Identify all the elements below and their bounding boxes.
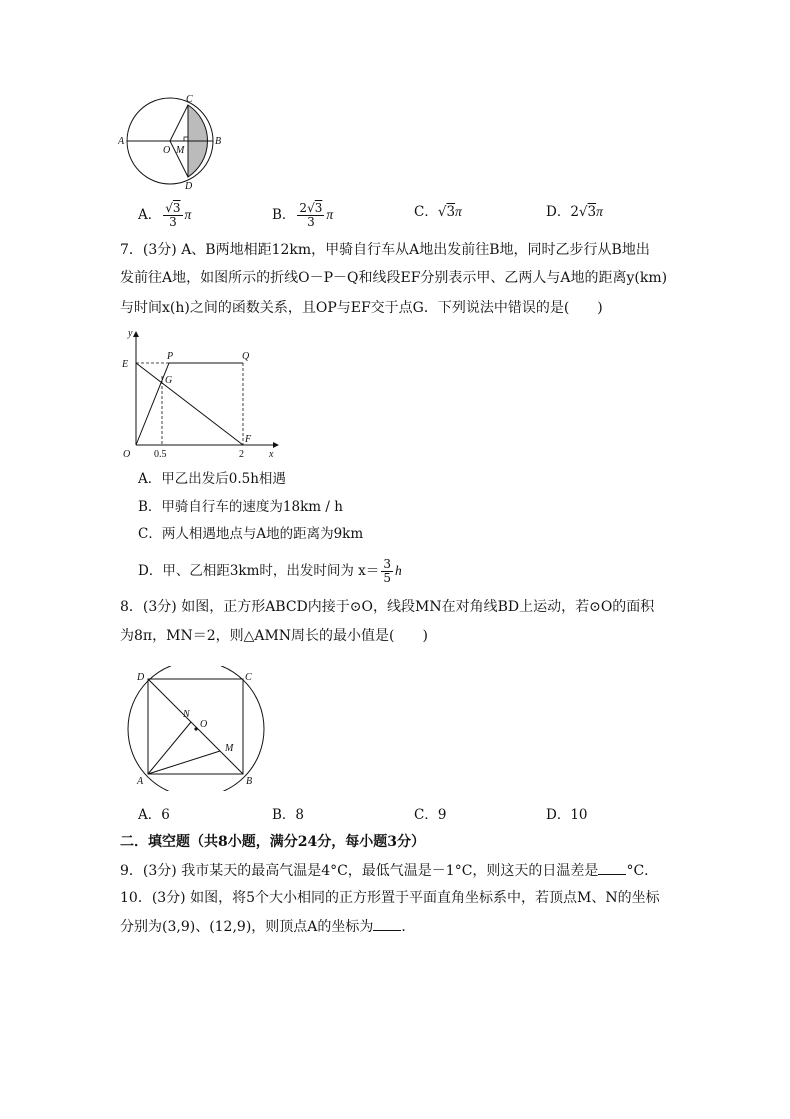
- q7-option-a: A．甲乙出发后0.5h相遇: [138, 471, 286, 487]
- q10-line-1: 10．(3分) 如图，将5个大小相同的正方形置于平面直角坐标系中，若顶点M、N的坐标: [120, 890, 660, 906]
- q6-circle-figure: [118, 92, 228, 192]
- q7-distance-time-graph: [118, 326, 283, 461]
- q7-label-E: E: [122, 359, 129, 370]
- q8-option-d: D．10: [546, 807, 588, 823]
- q7-label-O: O: [123, 449, 131, 460]
- q7-tick-0.5: 0.5: [154, 449, 167, 460]
- q6-label-A: A: [118, 136, 125, 147]
- q7-line-3: 与时间x(h)之间的函数关系，且OP与EF交于点G．下列说法中错误的是( ): [120, 300, 603, 316]
- q8-label-A: A: [137, 776, 144, 787]
- q7-line-1: 7．(3分) A、B两地相距12km，甲骑自行车从A地出发前往B地，同时乙步行从B地出: [120, 242, 650, 258]
- q7-tick-2: 2: [239, 449, 244, 460]
- q8-option-c: C．9: [414, 807, 447, 823]
- q8-line-1: 8．(3分) 如图，正方形ABCD内接于⊙O，线段MN在对角线BD上运动，若⊙O的面积: [120, 599, 655, 615]
- q7-option-c: C．两人相遇地点与A地的距离为9km: [138, 526, 364, 542]
- q6-option-b: B． $\frac{2√3}{3}$ π: [272, 201, 334, 229]
- q6-option-c: C．√3π: [414, 204, 462, 220]
- q8-option-b: B．8: [272, 807, 305, 823]
- q7-label-Q: Q: [242, 351, 250, 362]
- q7-label-P: P: [167, 351, 174, 362]
- q7-option-d: D．甲、乙相距3km时，出发时间为 x＝ $\frac{3}{5}$ h: [138, 557, 402, 585]
- q9-answer-blank[interactable]: [598, 860, 626, 875]
- q7-line-2: 发前往A地，如图所示的折线O－P－Q和线段EF分别表示甲、乙两人与A地的距离y(km): [120, 270, 668, 286]
- q8-label-O: O: [200, 719, 208, 730]
- q8-label-B: B: [246, 776, 253, 787]
- q6-label-O: O: [163, 145, 171, 156]
- q6-label-M: M: [176, 145, 185, 156]
- q7-option-b: B．甲骑自行车的速度为18km / h: [138, 499, 343, 515]
- q6-option-d: D．2√3π: [546, 204, 603, 220]
- q8-label-C: C: [245, 672, 252, 683]
- q10-line-2: 分别为(3,9)、(12,9)，则顶点A的坐标为 ．: [120, 916, 415, 937]
- q6-label-B: B: [215, 136, 222, 147]
- q6-label-C: C: [186, 94, 193, 105]
- q8-option-a: A．6: [138, 807, 170, 823]
- q6-option-a: A． $\frac{√3}{3}$ π: [138, 201, 192, 229]
- q8-label-M: M: [225, 743, 234, 754]
- q6-label-D: D: [185, 181, 193, 192]
- q8-square-in-circle-figure: [124, 666, 274, 791]
- q10-answer-blank[interactable]: [373, 916, 401, 931]
- q7-label-F: F: [245, 434, 252, 445]
- q8-label-N: N: [183, 709, 190, 720]
- q7-label-x: x: [269, 449, 274, 460]
- q9-text: 9．(3分) 我市某天的最高气温是4°C，最低气温是－1°C，则这天的日温差是 °C．: [120, 860, 658, 881]
- q7-label-G: G: [165, 375, 173, 386]
- q8-label-D: D: [137, 672, 145, 683]
- q8-line-2: 为8π，MN＝2，则△AMN周长的最小值是( ): [120, 628, 428, 644]
- section-2-heading: 二．填空题（共8小题，满分24分，每小题3分）: [120, 834, 425, 850]
- q7-label-y: y: [128, 328, 133, 339]
